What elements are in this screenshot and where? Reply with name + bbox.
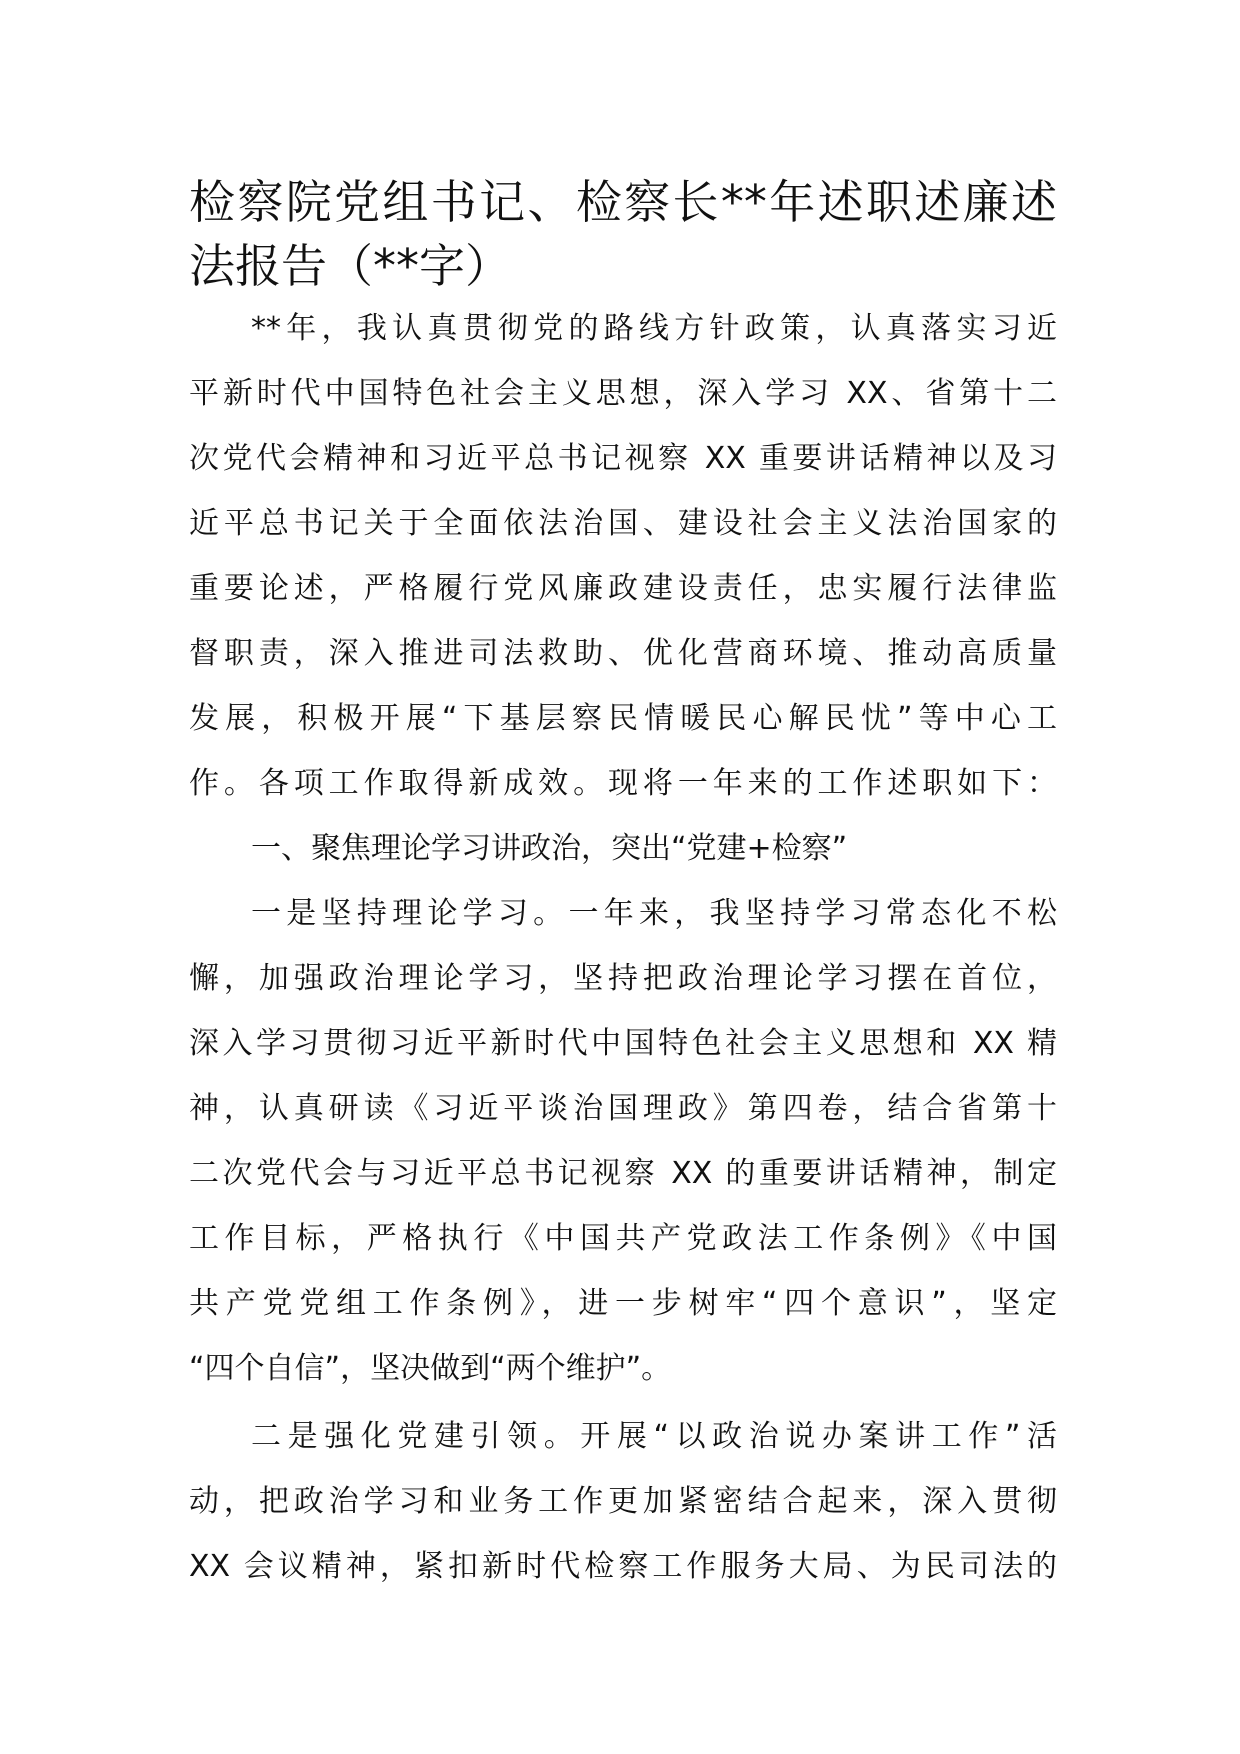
paragraph-line: 发展，积极开展“下基层察民情暖民心解民忧”等中心工 <box>189 701 1057 736</box>
paragraph-line: 作。各项工作取得新成效。现将一年来的工作述职如下： <box>189 766 1057 801</box>
document-title-line-2: 法报告（**字） <box>189 239 511 293</box>
paragraph-line: 共产党党组工作条例》，进一步树牢“四个意识”，坚定 <box>189 1286 1057 1321</box>
paragraph-line: 平新时代中国特色社会主义思想，深入学习 XX、省第十二 <box>189 376 1057 411</box>
paragraph-line: 工作目标，严格执行《中国共产党政法工作条例》《中国 <box>189 1221 1057 1256</box>
section-heading: 一、聚焦理论学习讲政治，突出“党建+检察” <box>251 831 848 866</box>
paragraph-line: 重要论述，严格履行党风廉政建设责任，忠实履行法律监 <box>189 571 1057 606</box>
paragraph-line: 懈，加强政治理论学习，坚持把政治理论学习摆在首位， <box>189 961 1057 996</box>
paragraph-line: 督职责，深入推进司法救助、优化营商环境、推动高质量 <box>189 636 1057 671</box>
paragraph-line: 二是强化党建引领。开展“以政治说办案讲工作”活 <box>251 1419 1057 1454</box>
paragraph-line: **年，我认真贯彻党的路线方针政策，认真落实习近 <box>251 311 1057 346</box>
paragraph-line: 近平总书记关于全面依法治国、建设社会主义法治国家的 <box>189 506 1057 541</box>
paragraph-line: XX 会议精神，紧扣新时代检察工作服务大局、为民司法的 <box>189 1549 1057 1584</box>
paragraph-line: 深入学习贯彻习近平新时代中国特色社会主义思想和 XX 精 <box>189 1026 1057 1061</box>
paragraph-line: 次党代会精神和习近平总书记视察 XX 重要讲话精神以及习 <box>189 441 1057 476</box>
document-title-line-1: 检察院党组书记、检察长**年述职述廉述 <box>189 175 1057 229</box>
paragraph-line: “四个自信”，坚决做到“两个维护”。 <box>189 1351 672 1386</box>
paragraph-line: 二次党代会与习近平总书记视察 XX 的重要讲话精神，制定 <box>189 1156 1057 1191</box>
paragraph-line: 动，把政治学习和业务工作更加紧密结合起来，深入贯彻 <box>189 1484 1057 1519</box>
paragraph-line: 一是坚持理论学习。一年来，我坚持学习常态化不松 <box>251 896 1057 931</box>
paragraph-line: 神，认真研读《习近平谈治国理政》第四卷，结合省第十 <box>189 1091 1057 1126</box>
